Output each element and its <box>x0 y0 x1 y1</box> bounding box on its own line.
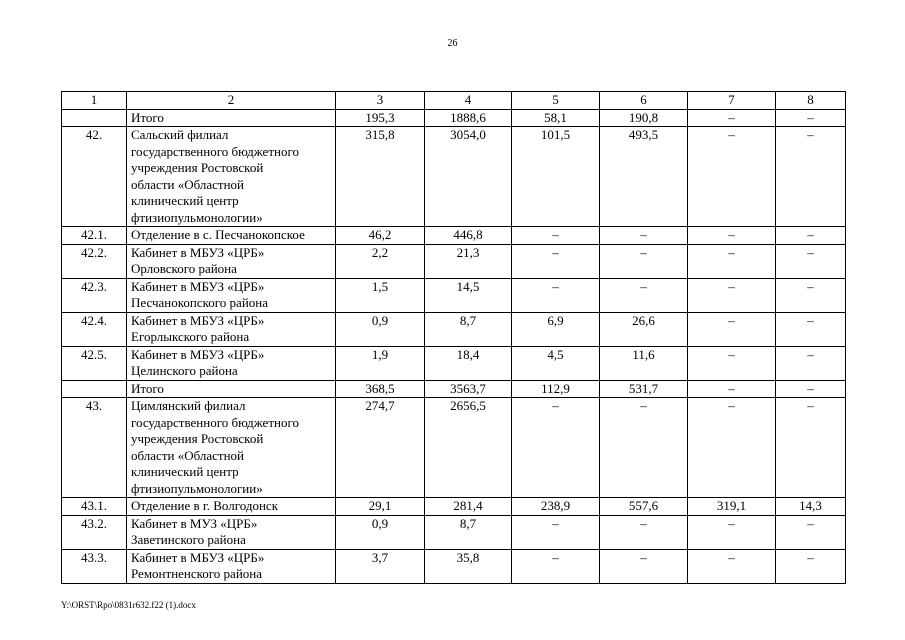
value-cell: – <box>512 549 600 583</box>
value-cell: 195,3 <box>336 109 425 127</box>
name-cell: Итого <box>127 380 336 398</box>
value-cell: 14,3 <box>776 498 846 516</box>
value-cell: 101,5 <box>512 127 600 227</box>
table-body <box>62 92 846 584</box>
value-cell: 368,5 <box>336 380 425 398</box>
value-cell: – <box>512 244 600 278</box>
value-cell: – <box>688 549 776 583</box>
value-cell: 112,9 <box>512 380 600 398</box>
value-cell: 1,9 <box>336 346 425 380</box>
value-cell: 319,1 <box>688 498 776 516</box>
name-cell: Итого <box>127 109 336 127</box>
value-cell: 29,1 <box>336 498 425 516</box>
value-cell: – <box>776 278 846 312</box>
value-cell: 26,6 <box>600 312 688 346</box>
table-row <box>62 227 846 245</box>
name-cell: Кабинет в МБУЗ «ЦРБ» Орловского района <box>127 244 336 278</box>
header-cell: 3 <box>336 92 425 110</box>
value-cell: – <box>600 278 688 312</box>
value-cell: – <box>600 515 688 549</box>
value-cell: – <box>600 244 688 278</box>
value-cell: 18,4 <box>425 346 512 380</box>
value-cell: – <box>688 227 776 245</box>
row-number-cell: 42. <box>62 127 127 227</box>
name-cell: Отделение в г. Волгодонск <box>127 498 336 516</box>
value-cell: 11,6 <box>600 346 688 380</box>
row-number-cell: 42.1. <box>62 227 127 245</box>
value-cell: 6,9 <box>512 312 600 346</box>
table-row <box>62 549 846 583</box>
table-row <box>62 127 846 227</box>
header-cell: 4 <box>425 92 512 110</box>
value-cell: 58,1 <box>512 109 600 127</box>
value-cell: 46,2 <box>336 227 425 245</box>
header-cell: 5 <box>512 92 600 110</box>
header-row <box>62 92 846 110</box>
value-cell: – <box>512 398 600 498</box>
value-cell: – <box>688 515 776 549</box>
header-cell: 8 <box>776 92 846 110</box>
value-cell: 8,7 <box>425 515 512 549</box>
value-cell: 2,2 <box>336 244 425 278</box>
value-cell: – <box>688 127 776 227</box>
value-cell: – <box>776 515 846 549</box>
value-cell: – <box>600 549 688 583</box>
row-number-cell: 43.3. <box>62 549 127 583</box>
name-cell: Кабинет в МБУЗ «ЦРБ» Целинского района <box>127 346 336 380</box>
value-cell: – <box>688 278 776 312</box>
value-cell: 35,8 <box>425 549 512 583</box>
value-cell: 274,7 <box>336 398 425 498</box>
value-cell: – <box>776 109 846 127</box>
name-cell: Кабинет в МБУЗ «ЦРБ» Песчанокопского района <box>127 278 336 312</box>
value-cell: 8,7 <box>425 312 512 346</box>
name-cell: Отделение в с. Песчанокопское <box>127 227 336 245</box>
value-cell: – <box>776 227 846 245</box>
value-cell: – <box>688 244 776 278</box>
value-cell: – <box>776 380 846 398</box>
value-cell: – <box>512 515 600 549</box>
value-cell: 2656,5 <box>425 398 512 498</box>
header-cell: 2 <box>127 92 336 110</box>
table-row <box>62 346 846 380</box>
value-cell: – <box>600 398 688 498</box>
value-cell: – <box>776 346 846 380</box>
name-cell: Сальский филиал государственного бюджетного учреждения Ростовской области «Областной клинический центр фтизиопульмонологии» <box>127 127 336 227</box>
value-cell: 3054,0 <box>425 127 512 227</box>
header-cell: 1 <box>62 92 127 110</box>
value-cell: 4,5 <box>512 346 600 380</box>
value-cell: 238,9 <box>512 498 600 516</box>
value-cell: – <box>688 380 776 398</box>
value-cell: 493,5 <box>600 127 688 227</box>
value-cell: 21,3 <box>425 244 512 278</box>
value-cell: – <box>688 312 776 346</box>
footer-file-path: Y:\ORST\Rpo\0831r632.f22 (1).docx <box>61 600 196 610</box>
row-number-cell <box>62 109 127 127</box>
value-cell: – <box>776 549 846 583</box>
value-cell: – <box>688 398 776 498</box>
value-cell: 14,5 <box>425 278 512 312</box>
row-number-cell: 42.2. <box>62 244 127 278</box>
value-cell: 446,8 <box>425 227 512 245</box>
value-cell: 315,8 <box>336 127 425 227</box>
value-cell: 3563,7 <box>425 380 512 398</box>
value-cell: – <box>776 127 846 227</box>
value-cell: 281,4 <box>425 498 512 516</box>
table-row <box>62 278 846 312</box>
row-number-cell: 43.1. <box>62 498 127 516</box>
table-row <box>62 380 846 398</box>
value-cell: 0,9 <box>336 312 425 346</box>
data-table <box>61 91 846 584</box>
value-cell: 3,7 <box>336 549 425 583</box>
value-cell: – <box>600 227 688 245</box>
value-cell: 557,6 <box>600 498 688 516</box>
value-cell: – <box>512 227 600 245</box>
value-cell: 1888,6 <box>425 109 512 127</box>
name-cell: Цимлянский филиал государственного бюджетного учреждения Ростовской области «Областной клинический центр фтизиопульмонологии» <box>127 398 336 498</box>
table-row <box>62 515 846 549</box>
value-cell: – <box>776 398 846 498</box>
row-number-cell: 42.4. <box>62 312 127 346</box>
value-cell: – <box>688 346 776 380</box>
value-cell: 531,7 <box>600 380 688 398</box>
row-number-cell <box>62 380 127 398</box>
table-row <box>62 498 846 516</box>
table-row <box>62 398 846 498</box>
value-cell: 0,9 <box>336 515 425 549</box>
header-cell: 7 <box>688 92 776 110</box>
table-row <box>62 244 846 278</box>
value-cell: – <box>688 109 776 127</box>
value-cell: 190,8 <box>600 109 688 127</box>
name-cell: Кабинет в МУЗ «ЦРБ» Заветинского района <box>127 515 336 549</box>
name-cell: Кабинет в МБУЗ «ЦРБ» Ремонтненского района <box>127 549 336 583</box>
page-number: 26 <box>447 38 458 49</box>
row-number-cell: 43. <box>62 398 127 498</box>
value-cell: – <box>776 312 846 346</box>
row-number-cell: 43.2. <box>62 515 127 549</box>
name-cell: Кабинет в МБУЗ «ЦРБ» Егорлыкского района <box>127 312 336 346</box>
table-row <box>62 109 846 127</box>
row-number-cell: 42.3. <box>62 278 127 312</box>
table-row <box>62 312 846 346</box>
row-number-cell: 42.5. <box>62 346 127 380</box>
value-cell: – <box>512 278 600 312</box>
value-cell: 1,5 <box>336 278 425 312</box>
value-cell: – <box>776 244 846 278</box>
header-cell: 6 <box>600 92 688 110</box>
